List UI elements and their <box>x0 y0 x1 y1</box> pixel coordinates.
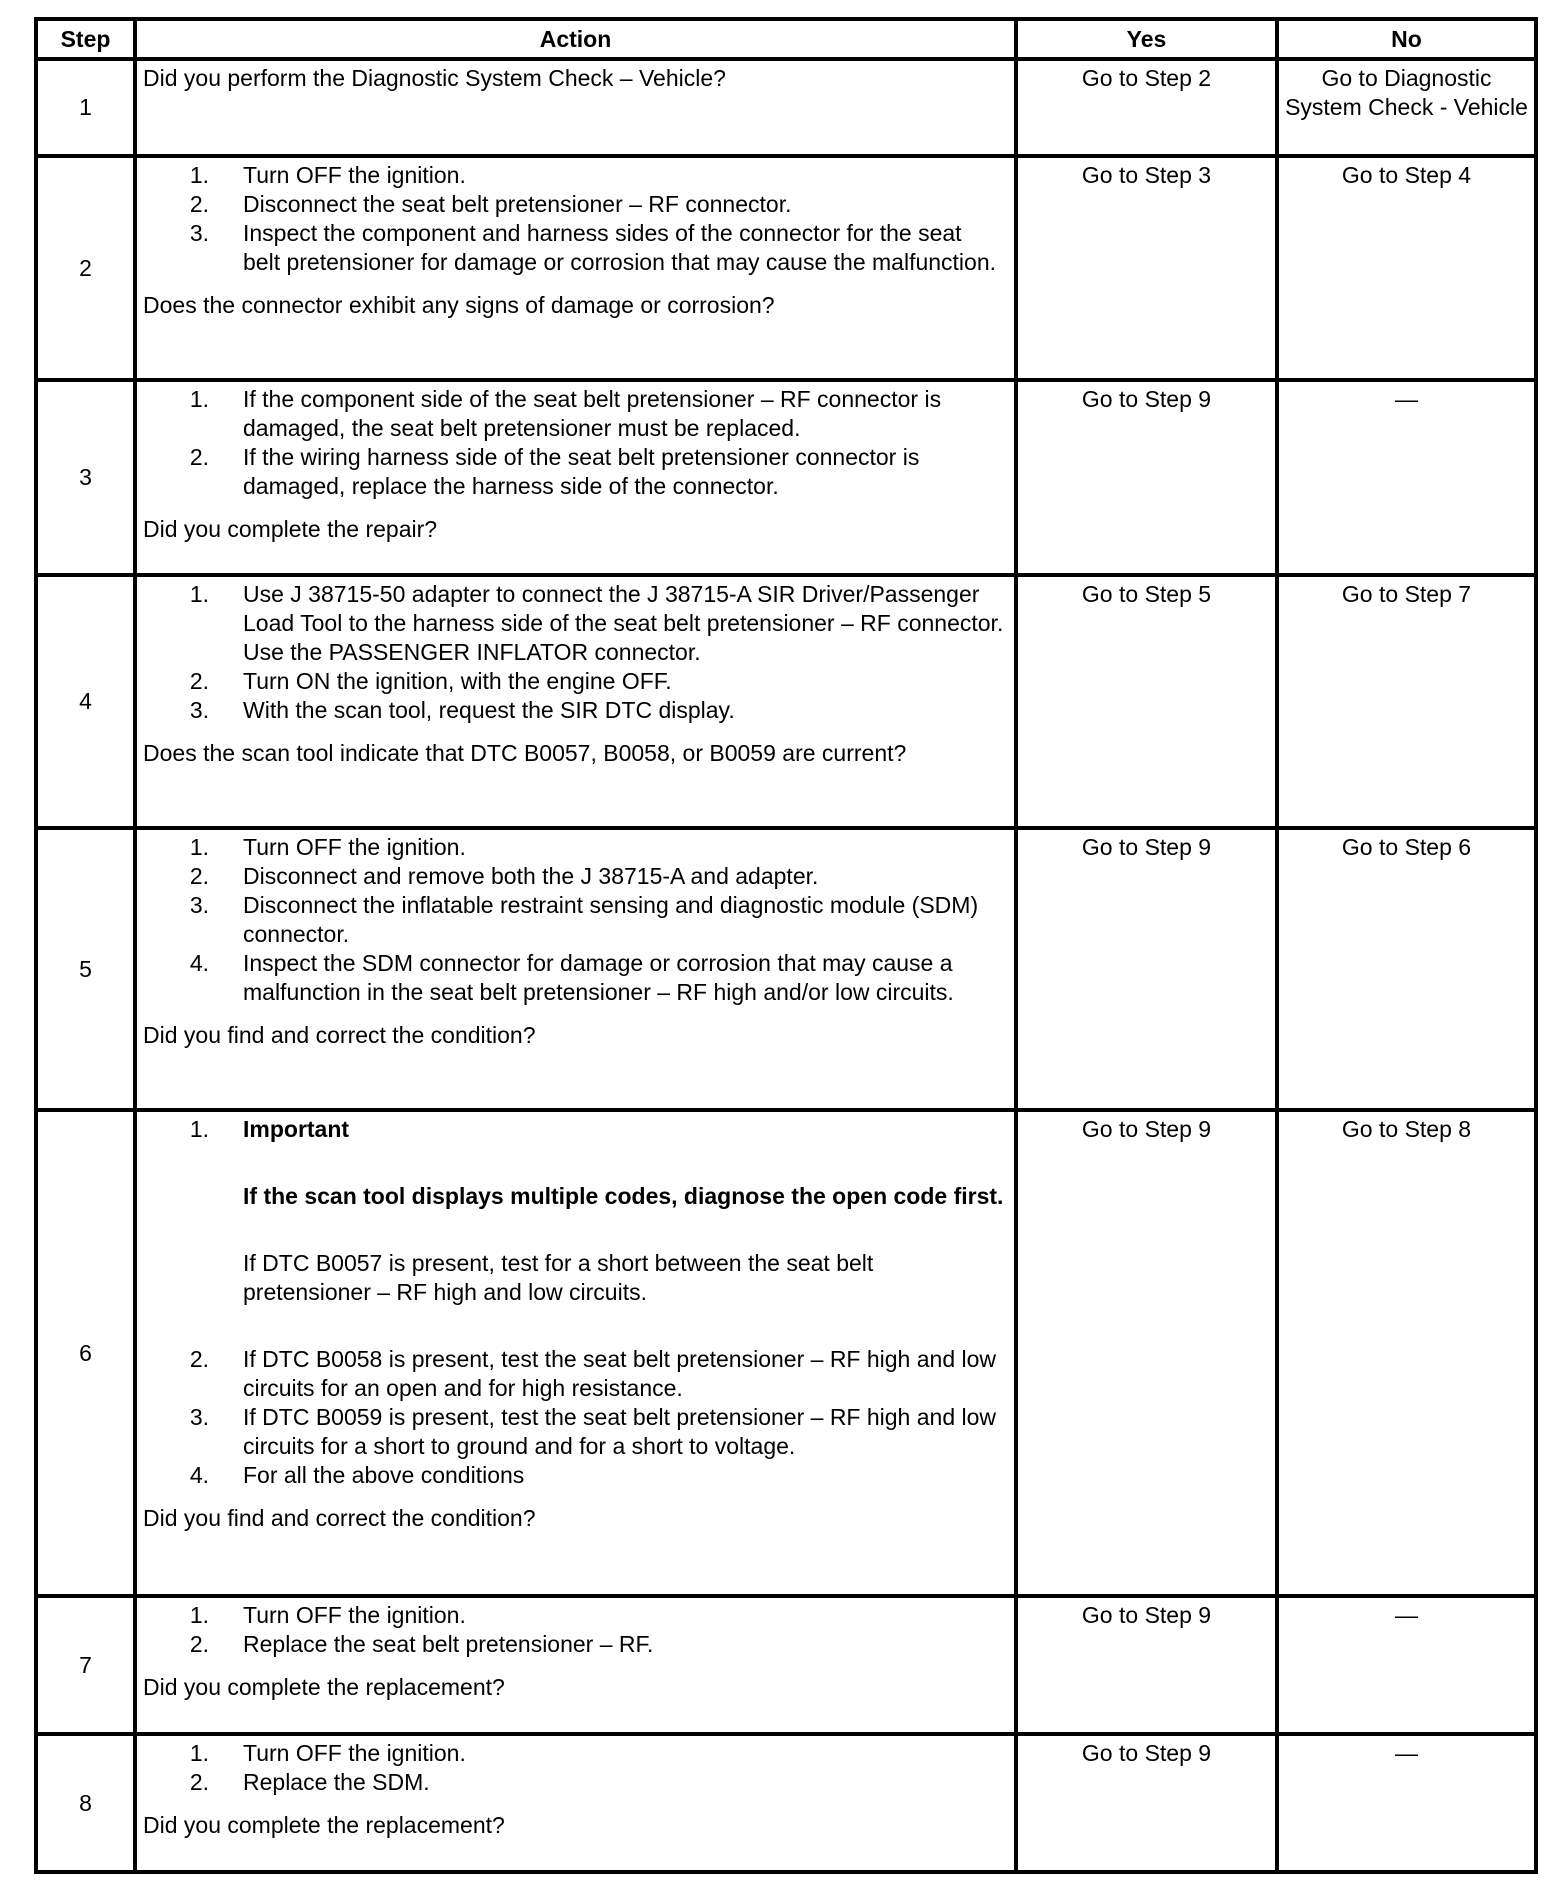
action-list <box>143 1115 1010 1490</box>
table-row <box>36 59 1536 156</box>
list-item: 4. For all the above conditions <box>189 1462 525 1488</box>
no-answer: Go to Step 6 <box>1341 834 1472 860</box>
step-number: 7 <box>36 1596 135 1734</box>
no-answer: — <box>1395 386 1418 412</box>
yes-answer: Go to Step 9 <box>1081 834 1212 860</box>
list-item: 2. Disconnect and remove both the J 38715-A and adapter. <box>189 863 819 889</box>
header-row <box>36 19 1536 59</box>
header-yes: Yes <box>1016 19 1277 59</box>
yes-cell <box>1016 1734 1277 1872</box>
action-cell <box>135 1110 1016 1596</box>
question-text: Did you find and correct the condition? <box>143 1505 536 1531</box>
list-item: 1. Turn OFF the ignition. <box>189 1740 466 1766</box>
table-row <box>36 1734 1536 1872</box>
list-item: 2. Replace the seat belt pretensioner – RF. <box>189 1631 654 1657</box>
step-number: 1 <box>36 59 135 156</box>
list-item: 1. Use J 38715-50 adapter to connect the J 38715-A SIR Driver/Passenger Load Tool to the harness side of the seat belt pretensioner – RF connector. Use the PASSENGER INFLATOR connector. <box>189 581 1004 665</box>
header-no: No <box>1277 19 1536 59</box>
list-item: 2. Replace the SDM. <box>189 1769 430 1795</box>
question-text: Did you complete the replacement? <box>143 1812 505 1838</box>
yes-answer: Go to Step 2 <box>1081 65 1212 91</box>
list-item: 1. If the component side of the seat belt pretensioner – RF connector is damaged, the seat belt pretensioner must be replaced. <box>189 386 942 441</box>
step-number: 2 <box>36 156 135 380</box>
no-cell <box>1277 59 1536 156</box>
no-answer: Go to Diagnostic System Check - Vehicle <box>1285 65 1528 120</box>
table-row <box>36 380 1536 575</box>
no-cell <box>1277 1734 1536 1872</box>
header-action: Action <box>135 19 1016 59</box>
list-item: 3. If DTC B0059 is present, test the seat belt pretensioner – RF high and low circuits for a short to ground and for a short to voltage. <box>189 1404 997 1459</box>
yes-cell <box>1016 380 1277 575</box>
no-answer: — <box>1395 1602 1418 1628</box>
no-answer: Go to Step 4 <box>1341 162 1472 188</box>
no-cell <box>1277 1596 1536 1734</box>
yes-answer: Go to Step 9 <box>1081 1116 1212 1142</box>
list-item: 3. Disconnect the inflatable restraint sensing and diagnostic module (SDM) connector. <box>189 892 979 947</box>
no-answer: Go to Step 8 <box>1341 1116 1472 1142</box>
action-cell <box>135 59 1016 156</box>
no-cell <box>1277 156 1536 380</box>
action-list <box>143 385 1010 501</box>
no-cell <box>1277 828 1536 1110</box>
list-item: 3. With the scan tool, request the SIR DTC display. <box>189 697 735 723</box>
step-number: 3 <box>36 380 135 575</box>
no-cell <box>1277 575 1536 828</box>
list-item: 2. Turn ON the ignition, with the engine OFF. <box>189 668 672 694</box>
action-list <box>143 580 1010 725</box>
list-item: 2. If the wiring harness side of the seat belt pretensioner connector is damaged, replace the harness side of the connector. <box>189 444 920 499</box>
action-list <box>143 833 1010 1007</box>
no-answer: Go to Step 7 <box>1341 581 1472 607</box>
action-list <box>143 1601 1010 1659</box>
list-item: 1. Turn OFF the ignition. <box>189 162 466 188</box>
list-item: 1. Turn OFF the ignition. <box>189 1602 466 1628</box>
list-item: 3. Inspect the component and harness sides of the connector for the seat belt pretensioner for damage or corrosion that may cause the malfunction. <box>189 220 997 275</box>
action-cell <box>135 1734 1016 1872</box>
question-text: Did you complete the replacement? <box>143 1674 505 1700</box>
yes-answer: Go to Step 3 <box>1081 162 1212 188</box>
important-title: Important <box>243 1116 350 1142</box>
step-number: 6 <box>36 1110 135 1596</box>
yes-answer: Go to Step 9 <box>1081 1740 1212 1766</box>
action-cell <box>135 1596 1016 1734</box>
question-text: Did you complete the repair? <box>143 516 438 542</box>
yes-cell <box>1016 59 1277 156</box>
action-cell <box>135 156 1016 380</box>
header-step: Step <box>36 19 135 59</box>
list-item-important: 1. Important If the scan tool displays multiple codes, diagnose the open code first. If DTC B0057 is present, test for a short between the seat belt pretensioner – RF high and low circuits. <box>189 1116 1004 1305</box>
action-cell <box>135 575 1016 828</box>
yes-cell <box>1016 1596 1277 1734</box>
no-cell <box>1277 380 1536 575</box>
list-item: 2. If DTC B0058 is present, test the seat belt pretensioner – RF high and low circuits for an open and for high resistance. <box>189 1346 997 1401</box>
list-item: 1. Turn OFF the ignition. <box>189 834 466 860</box>
action-list <box>143 1739 1010 1797</box>
list-item: 4. Inspect the SDM connector for damage or corrosion that may cause a malfunction in the seat belt pretensioner – RF high and/or low circuits. <box>189 950 954 1005</box>
table-row <box>36 156 1536 380</box>
step-number: 5 <box>36 828 135 1110</box>
yes-cell <box>1016 1110 1277 1596</box>
step-number: 4 <box>36 575 135 828</box>
yes-cell <box>1016 575 1277 828</box>
question-text: Did you find and correct the condition? <box>143 1022 536 1048</box>
table-row <box>36 1110 1536 1596</box>
question-text: Does the connector exhibit any signs of damage or corrosion? <box>143 292 775 318</box>
action-list <box>143 161 1010 277</box>
yes-answer: Go to Step 9 <box>1081 386 1212 412</box>
yes-cell <box>1016 828 1277 1110</box>
list-item: 2. Disconnect the seat belt pretensioner – RF connector. <box>189 191 792 217</box>
action-cell <box>135 828 1016 1110</box>
table-row <box>36 828 1536 1110</box>
question-text: Does the scan tool indicate that DTC B0057, B0058, or B0059 are current? <box>143 740 907 766</box>
important-note: If the scan tool displays multiple codes, diagnose the open code first. <box>243 1183 1004 1209</box>
yes-answer: Go to Step 5 <box>1081 581 1212 607</box>
step-number: 8 <box>36 1734 135 1872</box>
yes-answer: Go to Step 9 <box>1081 1602 1212 1628</box>
no-answer: — <box>1395 1740 1418 1766</box>
table-row <box>36 1596 1536 1734</box>
important-detail: If DTC B0057 is present, test for a short between the seat belt pretensioner – RF high and low circuits. <box>243 1250 874 1305</box>
no-cell <box>1277 1110 1536 1596</box>
action-cell <box>135 380 1016 575</box>
question-text: Did you perform the Diagnostic System Check – Vehicle? <box>143 65 726 91</box>
yes-cell <box>1016 156 1277 380</box>
diagnostic-table <box>34 17 1538 1874</box>
table-row <box>36 575 1536 828</box>
